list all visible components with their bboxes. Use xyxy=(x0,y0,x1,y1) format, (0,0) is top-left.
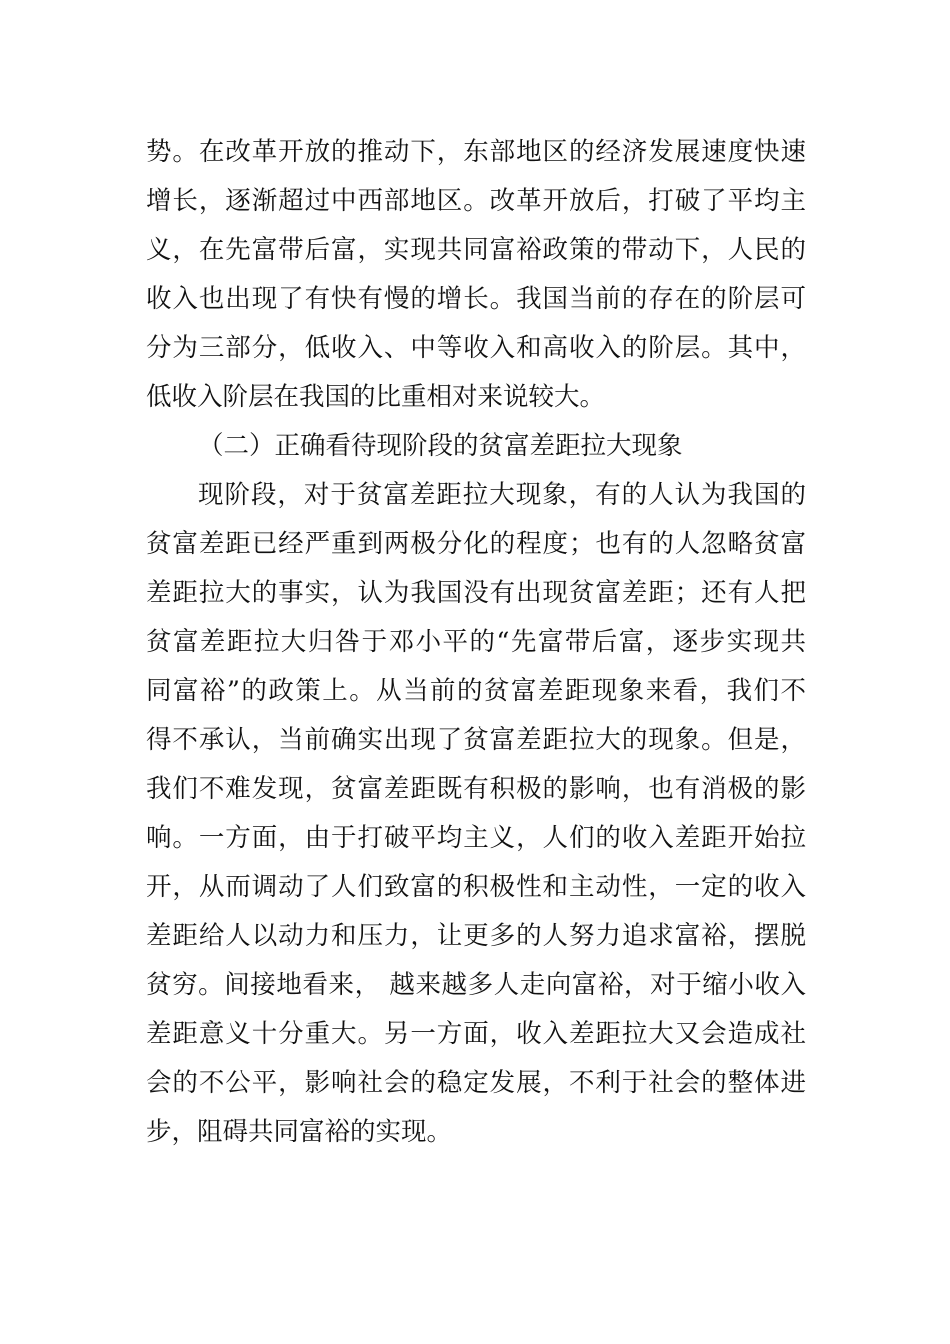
paragraph-1-line-5: 分为三部分，低收入、中等收入和高收入的阶层。其中， xyxy=(146,333,806,363)
paragraph-2-line-11: 贫穷。间接地看来， 越来越多人走向富裕，对于缩小收入 xyxy=(146,970,806,1000)
section-heading: （二）正确看待现阶段的贫富差距拉大现象 xyxy=(198,431,683,461)
paragraph-2-line-7: 我们不难发现，贫富差距既有积极的影响，也有消极的影 xyxy=(146,774,806,804)
paragraph-1-line-3: 义，在先富带后富，实现共同富裕政策的带动下，人民的 xyxy=(146,235,806,265)
paragraph-2-line-9: 开，从而调动了人们致富的积极性和主动性，一定的收入 xyxy=(146,872,806,902)
paragraph-1-line-4: 收入也出现了有快有慢的增长。我国当前的存在的阶层可 xyxy=(146,284,806,314)
paragraph-2-line-13: 会的不公平，影响社会的稳定发展，不利于社会的整体进 xyxy=(146,1068,806,1098)
paragraph-2-line-8: 响。一方面，由于打破平均主义，人们的收入差距开始拉 xyxy=(146,823,806,853)
paragraph-1-line-6: 低收入阶层在我国的比重相对来说较大。 xyxy=(146,382,606,412)
paragraph-2-line-3: 差距拉大的事实，认为我国没有出现贫富差距；还有人把 xyxy=(146,578,806,608)
paragraph-2-line-5: 同富裕”的政策上。从当前的贫富差距现象来看，我们不 xyxy=(146,676,806,706)
paragraph-2-line-6: 得不承认，当前确实出现了贫富差距拉大的现象。但是， xyxy=(146,725,806,755)
paragraph-2-line-1: 现阶段，对于贫富差距拉大现象，有的人认为我国的 xyxy=(198,480,806,510)
paragraph-2-line-12: 差距意义十分重大。另一方面，收入差距拉大又会造成社 xyxy=(146,1019,806,1049)
paragraph-2-line-2: 贫富差距已经严重到两极分化的程度；也有的人忽略贫富 xyxy=(146,529,806,559)
paragraph-2-line-4: 贫富差距拉大归咎于邓小平的“先富带后富，逐步实现共 xyxy=(146,627,806,657)
paragraph-1-line-2: 增长，逐渐超过中西部地区。改革开放后，打破了平均主 xyxy=(146,186,806,216)
paragraph-2-line-10: 差距给人以动力和压力，让更多的人努力追求富裕，摆脱 xyxy=(146,921,806,951)
paragraph-1-line-1: 势。在改革开放的推动下，东部地区的经济发展速度快速 xyxy=(146,137,806,167)
paragraph-2-line-14: 步，阻碍共同富裕的实现。 xyxy=(146,1117,453,1147)
